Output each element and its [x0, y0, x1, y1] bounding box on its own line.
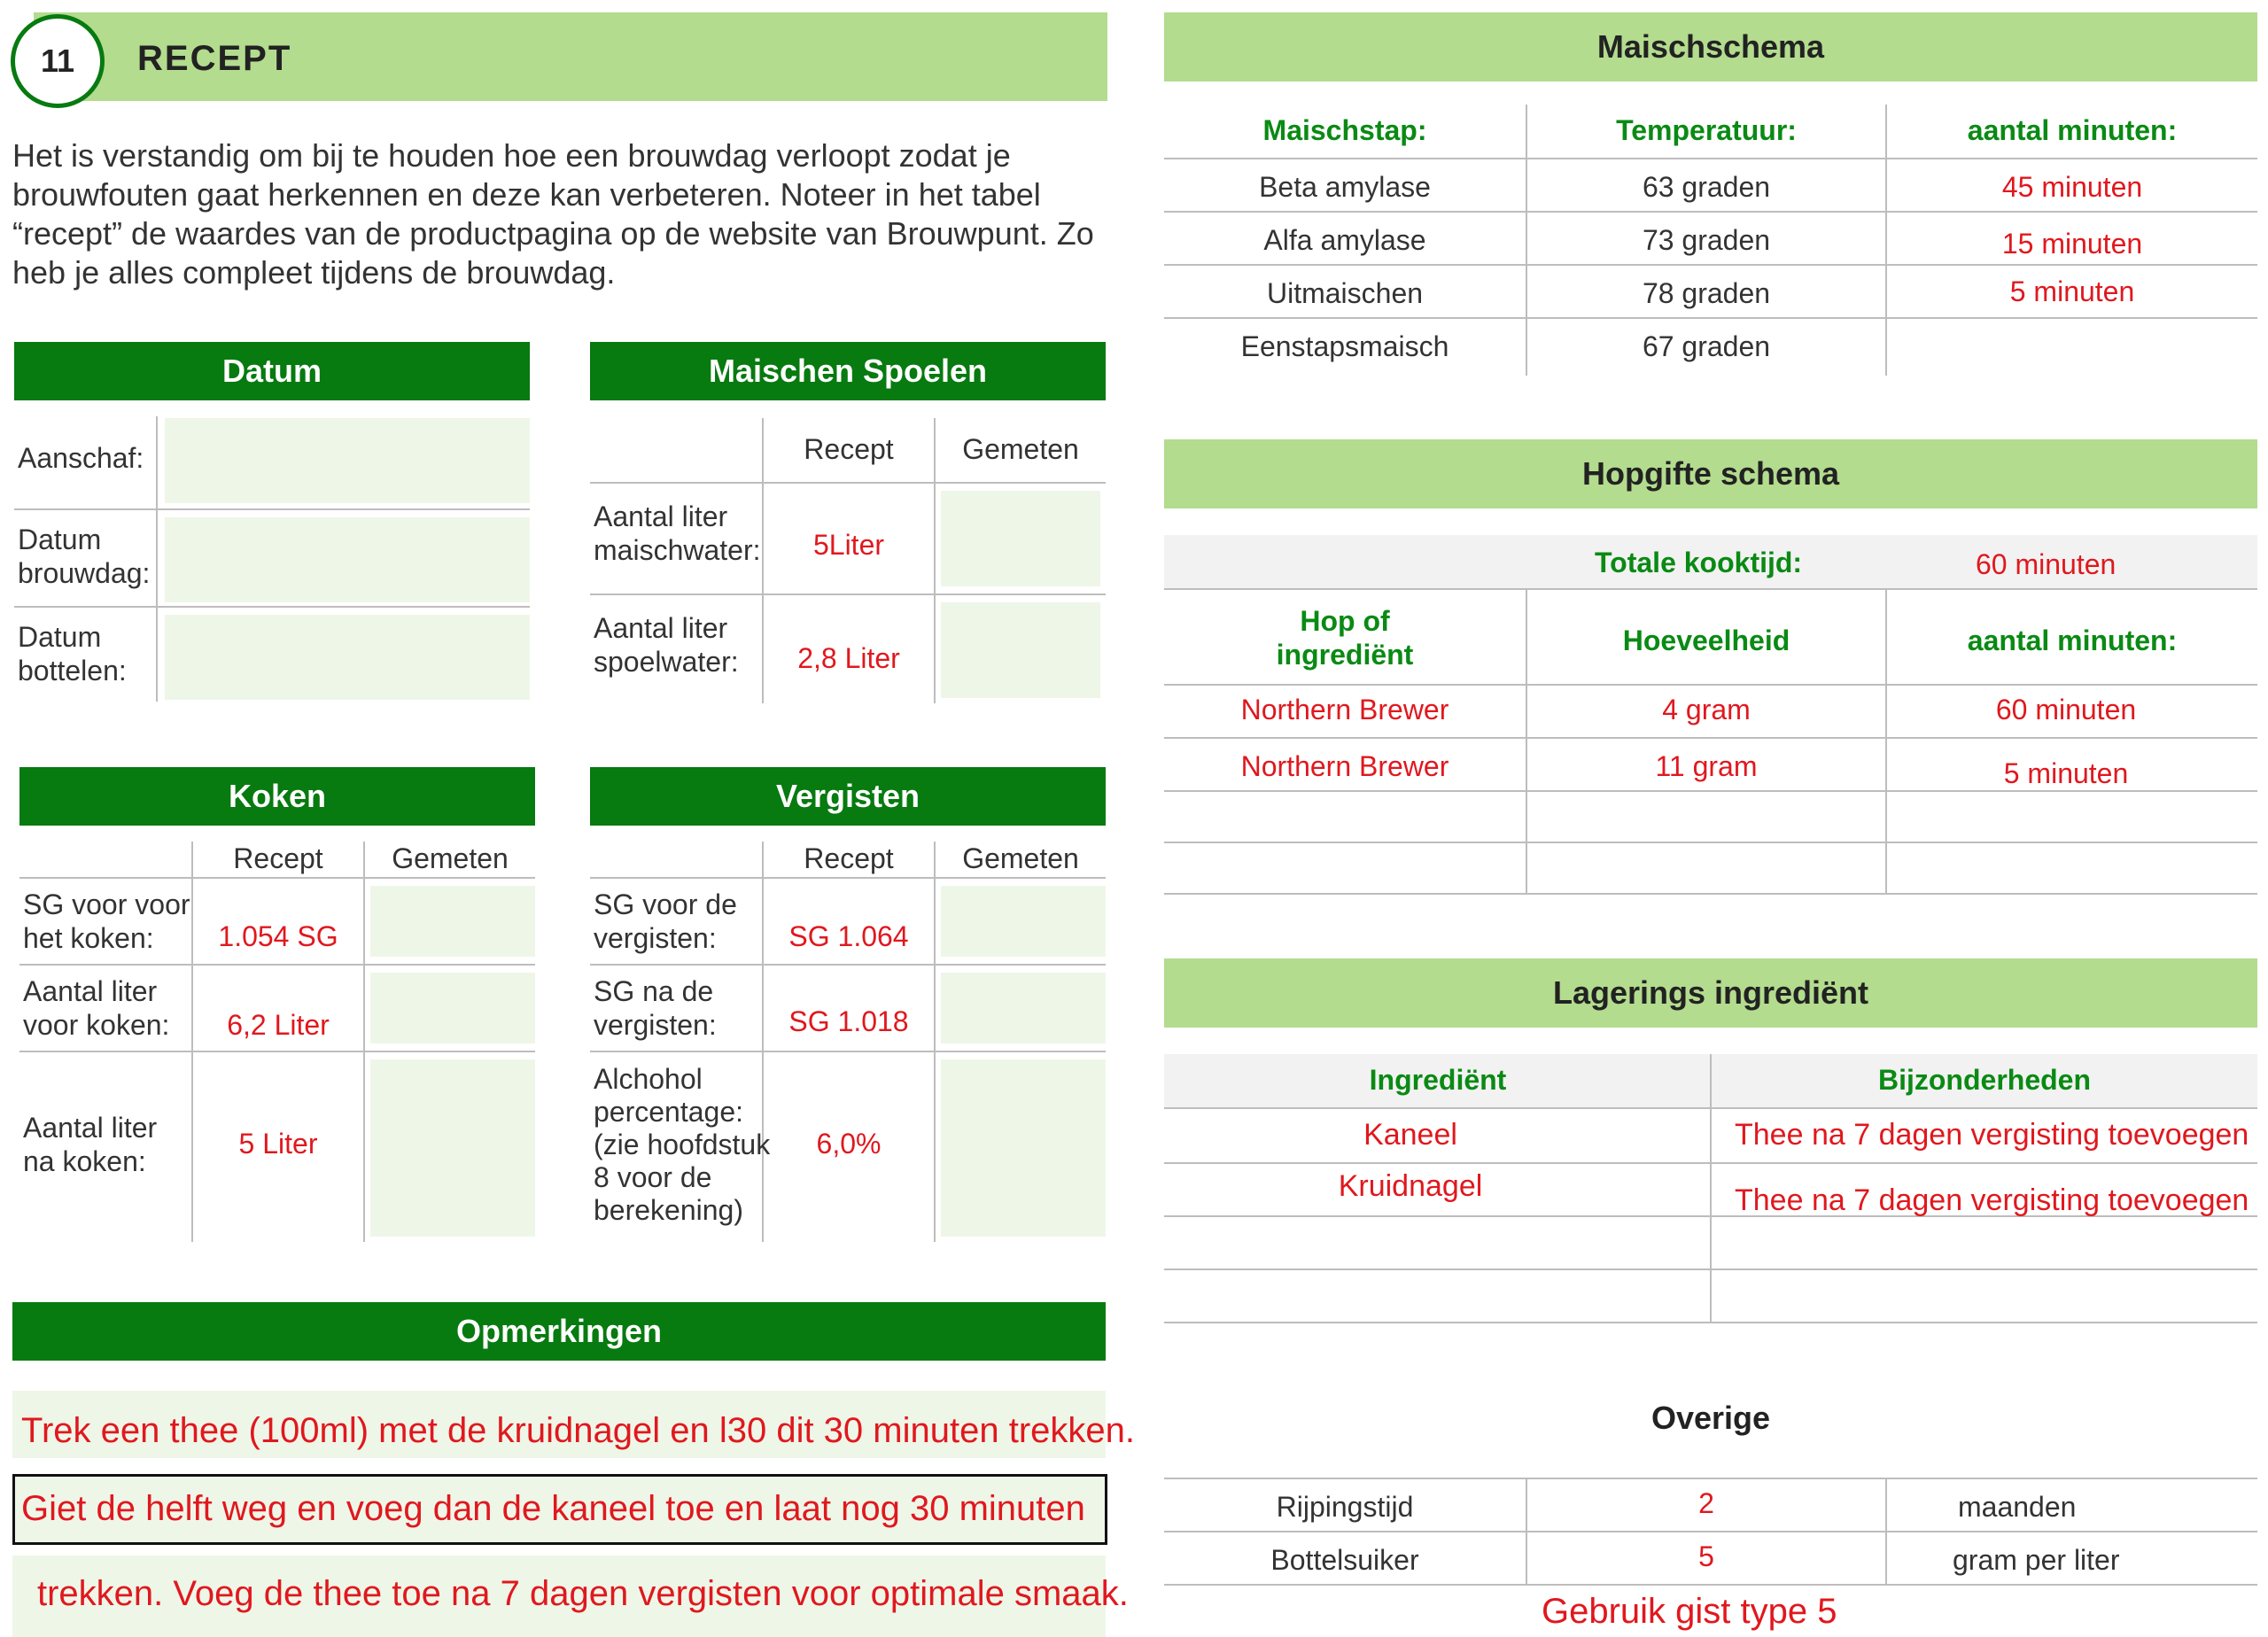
intro-line: heb je alles compleet tijdens de brouwdag.: [12, 254, 616, 291]
label-line: het koken:: [23, 922, 154, 954]
label-line: brouwdag:: [18, 557, 151, 589]
page-title: RECEPT: [137, 39, 292, 78]
maischwater-gemeten-input[interactable]: [941, 491, 1100, 586]
label-line: berekening): [594, 1194, 743, 1226]
minuten-cell: 15 minuten: [2001, 228, 2143, 260]
maischschema-header: Maischschema: [1164, 12, 2257, 81]
sg-voor-vergisten-label: [594, 888, 737, 955]
hopgifte-col-minuten: aantal minuten:: [1967, 625, 2178, 656]
lagering-ingredient-cell: Kaneel: [1363, 1118, 1457, 1152]
kooktijd-label: Totale kooktijd:: [1595, 547, 1803, 578]
aanschaf-date-input[interactable]: [165, 418, 530, 503]
intro-line: Het is verstandig om bij te houden hoe een brouwdag verloopt zodat je: [12, 137, 1011, 174]
liter-na-koken-recept: 5 Liter: [238, 1128, 318, 1160]
spoelwater-gemeten-input[interactable]: [941, 602, 1100, 698]
hoeveelheid-cell: 11 gram: [1655, 750, 1758, 782]
liter-na-koken-gemeten-input[interactable]: [370, 1059, 535, 1237]
label-line: SG na de: [594, 975, 714, 1007]
liter-na-koken-label: [23, 1111, 157, 1178]
sg-voor-koken-recept: 1.054 SG: [218, 920, 338, 952]
label-line: vergisten:: [594, 922, 717, 954]
datum-header: Datum: [14, 342, 530, 400]
lagering-note-cell: Thee na 7 dagen vergisting toevoegen: [1735, 1183, 2249, 1217]
overige-label-cell: Rijpingstijd: [1276, 1491, 1414, 1523]
lagering-ingredient-cell: Kruidnagel: [1338, 1169, 1483, 1203]
overige-unit-cell: maanden: [1958, 1491, 2077, 1523]
label-line: Alchohol: [594, 1063, 703, 1095]
label-line: SG voor voor: [23, 888, 190, 920]
label-line: voor koken:: [23, 1009, 170, 1041]
brouwdag-date-input[interactable]: [165, 517, 530, 602]
chapter-number-badge: [11, 14, 105, 108]
lagering-col-bijzonderheden: Bijzonderheden: [1877, 1064, 2091, 1096]
alcohol-percentage-gemeten-input[interactable]: [941, 1059, 1106, 1237]
maischschema-col-temp: Temperatuur:: [1616, 114, 1797, 146]
koken-col-recept: Recept: [233, 842, 323, 874]
maischwater-label: [594, 500, 761, 567]
minuten-cell: 5 minuten: [2009, 275, 2135, 307]
hopgifte-header: Hopgifte schema: [1164, 439, 2257, 508]
spoelen-col-recept: Recept: [804, 433, 894, 465]
lagering-note-cell: Thee na 7 dagen vergisting toevoegen: [1735, 1118, 2249, 1152]
overige-unit-cell: gram per liter: [1953, 1544, 2120, 1576]
minuten-cell: 45 minuten: [2001, 171, 2143, 203]
hop-minuten-cell: 5 minuten: [2003, 757, 2129, 789]
maischwater-recept: 5Liter: [812, 529, 885, 561]
spoelwater-recept: 2,8 Liter: [797, 642, 900, 674]
sg-voor-koken-label: [23, 888, 190, 955]
vergisten-header: Vergisten: [590, 767, 1106, 826]
maischstap-cell: Beta amylase: [1259, 171, 1431, 203]
header-line: Hop of: [1300, 605, 1390, 637]
bottelen-date-input[interactable]: [165, 615, 530, 700]
opmerking-line: Trek een thee (100ml) met de kruidnagel en l30 dit 30 minuten trekken.: [21, 1411, 1135, 1450]
label-line: vergisten:: [594, 1009, 717, 1041]
maischstap-cell: Eenstapsmaisch: [1240, 330, 1449, 362]
label-line: spoelwater:: [594, 646, 739, 678]
liter-voor-koken-label: [23, 974, 169, 1042]
label-line: Aantal liter: [23, 975, 158, 1007]
sg-na-vergisten-gemeten-input[interactable]: [941, 973, 1106, 1043]
hoeveelheid-cell: 4 gram: [1662, 694, 1751, 725]
opmerking-line: Giet de helft weg en voeg dan de kaneel toe en laat nog 30 minuten: [21, 1489, 1085, 1528]
intro-line: brouwfouten gaat herkennen en deze kan verbeteren. Noteer in het tabel: [12, 176, 1041, 213]
sg-voor-vergisten-recept: SG 1.064: [788, 920, 909, 952]
brouwdag-label: [18, 523, 150, 590]
sg-voor-vergisten-gemeten-input[interactable]: [941, 886, 1106, 957]
maischstap-cell: Uitmaischen: [1266, 277, 1424, 309]
aanschaf-label: Aanschaf:: [18, 442, 144, 474]
label-line: SG voor de: [594, 888, 737, 920]
temperatuur-cell: 73 graden: [1642, 224, 1771, 256]
spoelwater-label: [594, 611, 739, 679]
kooktijd-value: 60 minuten: [1976, 548, 2117, 580]
overige-title: Overige: [1651, 1400, 1771, 1436]
opmerking-line: trekken. Voeg de thee toe na 7 dagen vergisten voor optimale smaak.: [37, 1574, 1129, 1613]
maischen-spoelen-header: Maischen Spoelen: [590, 342, 1106, 400]
hop-cell: Northern Brewer: [1240, 694, 1449, 725]
koken-col-gemeten: Gemeten: [392, 842, 509, 874]
maischstap-cell: Alfa amylase: [1263, 224, 1426, 256]
maischschema-col-min: aantal minuten:: [1967, 114, 2178, 146]
sg-na-vergisten-label: [594, 974, 717, 1042]
hopgifte-col-hoeveelheid: Hoeveelheid: [1622, 625, 1790, 656]
label-line: Aantal liter: [23, 1112, 158, 1144]
alcohol-percentage-label: [594, 1063, 770, 1227]
vergisten-col-recept: Recept: [804, 842, 894, 874]
hop-cell: Northern Brewer: [1240, 750, 1449, 782]
label-line: Datum: [18, 621, 102, 653]
lagering-col-ingredient: Ingrediënt: [1369, 1064, 1507, 1096]
liter-voor-koken-gemeten-input[interactable]: [370, 973, 535, 1043]
header-line: ingrediënt: [1276, 639, 1414, 671]
opmerkingen-header: Opmerkingen: [12, 1302, 1106, 1361]
label-line: bottelen:: [18, 655, 127, 687]
vergisten-col-gemeten: Gemeten: [962, 842, 1079, 874]
liter-voor-koken-recept: 6,2 Liter: [227, 1009, 330, 1041]
spoelen-col-gemeten: Gemeten: [962, 433, 1079, 465]
lagering-header: Lagerings ingrediënt: [1164, 958, 2257, 1028]
label-line: Aantal liter: [594, 612, 728, 644]
overige-value-cell: 2: [1698, 1487, 1714, 1519]
koken-header: Koken: [19, 767, 535, 826]
label-line: na koken:: [23, 1145, 146, 1177]
temperatuur-cell: 78 graden: [1642, 277, 1771, 309]
overige-value-cell: 5: [1698, 1540, 1714, 1572]
overige-label-cell: Bottelsuiker: [1270, 1544, 1419, 1576]
label-line: (zie hoofdstuk: [594, 1129, 771, 1160]
temperatuur-cell: 67 graden: [1642, 330, 1771, 362]
overige-note: Gebruik gist type 5: [1542, 1592, 1837, 1631]
sg-na-vergisten-recept: SG 1.018: [788, 1005, 909, 1037]
hopgifte-col-hop: [1166, 604, 1524, 671]
temperatuur-cell: 63 graden: [1642, 171, 1771, 203]
label-line: Aantal liter: [594, 500, 728, 532]
label-line: Datum: [18, 524, 102, 555]
maischschema-col-stap: Maischstap:: [1262, 114, 1427, 146]
intro-line: “recept” de waardes van de productpagina op de website van Brouwpunt. Zo: [12, 215, 1094, 252]
label-line: maischwater:: [594, 534, 761, 566]
intro-paragraph: [12, 136, 1111, 292]
alcohol-percentage-recept: 6,0%: [816, 1128, 882, 1160]
label-line: percentage:: [594, 1096, 744, 1128]
chapter-number: 11: [40, 43, 75, 79]
sg-voor-koken-gemeten-input[interactable]: [370, 886, 535, 957]
label-line: 8 voor de: [594, 1161, 712, 1193]
hop-minuten-cell: 60 minuten: [1995, 694, 2137, 725]
bottelen-label: [18, 620, 127, 687]
